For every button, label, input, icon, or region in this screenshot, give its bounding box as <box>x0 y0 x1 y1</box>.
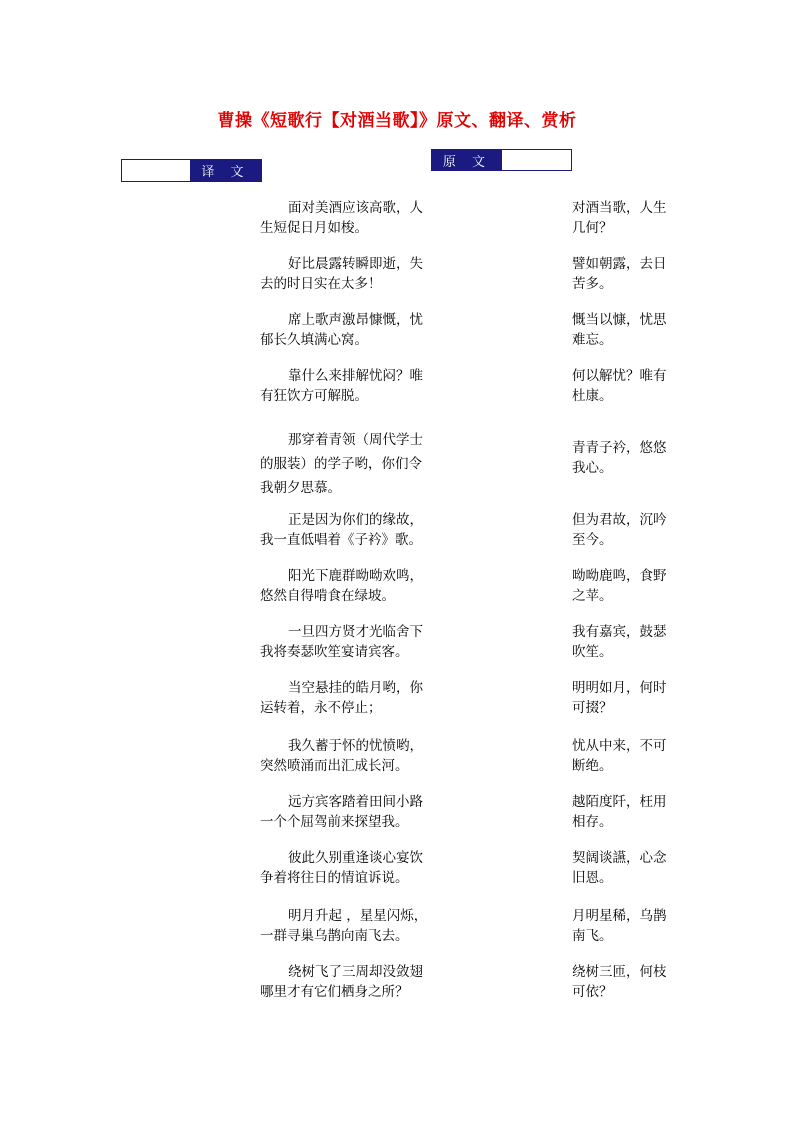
original-line: 青青子衿，悠悠 <box>572 440 667 456</box>
original-line: 可掇？ <box>572 700 613 716</box>
translation-line: 争着将往日的情谊诉说。 <box>260 870 409 886</box>
page-title: 曹操《短歌行【对酒当歌】》原文、翻译、赏析 <box>217 111 577 131</box>
original-line: 之苹。 <box>572 588 613 604</box>
translation-line: 绕树飞了三周却没敛翅 <box>288 964 423 980</box>
translation-line: 席上歌声激昂慷慨，忧 <box>288 312 423 328</box>
translation-line: 生短促日月如梭。 <box>260 220 368 236</box>
original-line: 但为君故，沉吟 <box>572 512 667 528</box>
original-header <box>431 149 572 171</box>
translation-line: 有狂饮方可解脱。 <box>260 388 368 404</box>
original-verse <box>572 254 667 294</box>
original-line: 譬如朝露，去日 <box>572 256 667 272</box>
original-line: 呦呦鹿鸣，食野 <box>572 568 667 584</box>
original-verse <box>572 906 667 946</box>
translation-verse <box>260 366 423 406</box>
translation-line: 我一直低唱着《子衿》歌。 <box>260 532 422 548</box>
translation-line: 一个个屈驾前来探望我。 <box>260 814 409 830</box>
original-line: 慨当以慷，忧思 <box>572 312 667 328</box>
original-verse <box>572 510 667 550</box>
original-line: 相存。 <box>572 814 613 830</box>
translation-verse <box>260 622 423 662</box>
original-line: 旧恩。 <box>572 870 613 886</box>
translation-line: 我将奏瑟吹笙宴请宾客。 <box>260 644 409 660</box>
original-line: 至今。 <box>572 532 613 548</box>
original-line: 可依？ <box>572 984 613 1000</box>
original-line: 我心。 <box>572 460 613 476</box>
original-line: 几何？ <box>572 220 613 236</box>
translation-line: 明月升起 ，星星闪烁， <box>288 908 428 924</box>
translation-line: 好比晨露转瞬即逝，失 <box>288 256 423 272</box>
original-verse <box>572 622 667 662</box>
original-line: 杜康。 <box>572 388 613 404</box>
original-verse <box>572 366 667 406</box>
original-line: 忧从中来，不可 <box>572 738 667 754</box>
original-verse <box>572 792 667 832</box>
translation-line: 那穿着青领（周代学士 <box>288 432 423 448</box>
translation-line: 运转着，永不停止； <box>260 700 382 716</box>
translation-line: 我朝夕思慕。 <box>260 480 341 496</box>
original-line: 何以解忧？唯有 <box>572 368 667 384</box>
translation-verse <box>260 736 423 776</box>
translation-line: 面对美酒应该高歌，人 <box>288 200 423 216</box>
original-line: 苦多。 <box>572 276 613 292</box>
original-line: 吹笙。 <box>572 644 613 660</box>
original-line: 我有嘉宾，鼓瑟 <box>572 624 667 640</box>
original-line: 契阔谈讌，心念 <box>572 850 667 866</box>
translation-line: 一旦四方贤才光临舍下 <box>288 624 423 640</box>
translation-line: 悠然自得啃食在绿坡。 <box>260 588 395 604</box>
translation-verse <box>260 906 427 946</box>
translation-verse <box>260 792 423 832</box>
translation-line: 远方宾客踏着田间小路 <box>288 794 423 810</box>
original-verse <box>572 962 667 1002</box>
original-verse <box>572 310 667 350</box>
original-line: 明明如月，何时 <box>572 680 667 696</box>
translation-verse <box>260 678 423 718</box>
original-verse <box>572 198 667 238</box>
translation-line: 郁长久填满心窝。 <box>260 332 368 348</box>
translation-line: 靠什么来排解忧闷？唯 <box>288 368 423 384</box>
original-header-label: 原 文 <box>432 150 502 170</box>
original-line: 越陌度阡，枉用 <box>572 794 667 810</box>
original-line: 对酒当歌，人生 <box>572 200 667 216</box>
translation-line: 突然喷涌而出汇成长河。 <box>260 758 409 774</box>
original-line: 绕树三匝，何枝 <box>572 964 667 980</box>
header-blank-cell <box>502 150 571 170</box>
translation-verse <box>260 310 423 350</box>
original-line: 南飞。 <box>572 928 613 944</box>
translation-line: 的服装）的学子哟，你们令 <box>260 456 422 472</box>
original-line: 断绝。 <box>572 758 613 774</box>
translation-verse <box>260 510 423 550</box>
translation-verse <box>260 254 423 294</box>
translation-line: 彼此久别重逢谈心宴饮 <box>288 850 423 866</box>
translation-line: 我久蓄于怀的忧愤哟， <box>288 738 423 754</box>
translation-line: 当空悬挂的皓月哟，你 <box>288 680 423 696</box>
translation-verse <box>260 428 423 500</box>
translation-line: 哪里才有它们栖身之所？ <box>260 984 409 1000</box>
translation-header-label: 译 文 <box>190 160 261 181</box>
translation-verse <box>260 198 423 238</box>
original-verse <box>572 566 667 606</box>
original-verse <box>572 736 667 776</box>
translation-line: 一群寻巢乌鹊向南飞去。 <box>260 928 409 944</box>
original-verse <box>572 848 667 888</box>
original-line: 月明星稀，乌鹊 <box>572 908 667 924</box>
translation-header <box>121 159 262 182</box>
original-verse <box>572 438 667 478</box>
original-line: 难忘。 <box>572 332 613 348</box>
header-blank-cell <box>122 160 190 181</box>
translation-verse <box>260 566 423 606</box>
translation-verse <box>260 848 423 888</box>
translation-line: 去的时日实在太多！ <box>260 276 382 292</box>
translation-line: 正是因为你们的缘故， <box>288 512 423 528</box>
translation-line: 阳光下鹿群呦呦欢鸣， <box>288 568 423 584</box>
original-verse <box>572 678 667 718</box>
translation-verse <box>260 962 423 1002</box>
